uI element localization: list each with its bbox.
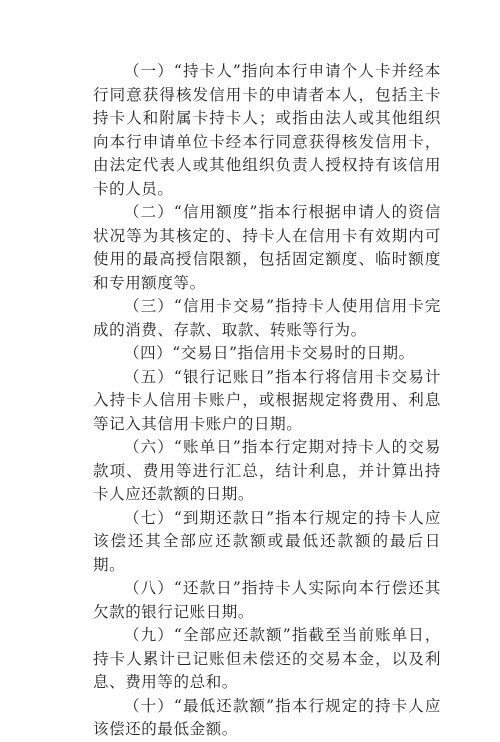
definition-paragraph-4: （四）“交易日”指信用卡交易时的日期。 (124, 344, 415, 362)
definition-paragraph-8: （八）“还款日”指持卡人实际向本行偿还其欠款的银行记账日期。 (93, 579, 441, 621)
definition-paragraph-5: （五）“银行记账日”指本行将信用卡交易计入持卡人信用卡账户，或根据规定将费用、利息等记入其信用卡账户的日期。 (93, 367, 441, 433)
definition-paragraph-6: （六）“账单日”指本行定期对持卡人的交易款项、费用等进行汇总，结计利息，并计算出持卡人应还款额的日期。 (93, 438, 441, 503)
definition-paragraph-10: （十）“最低还款额”指本行规定的持卡人应该偿还的最低金额。 (93, 696, 441, 738)
document-body (93, 60, 441, 742)
definition-paragraph-1: （一）“持卡人”指向本行申请个人卡并经本行同意获得核发信用卡的申请者本人，包括主卡持卡人和附属卡持卡人；或指由法人或其他组织向本行申请单位卡经本行同意获得核发信用卡，由法定代表人或其他组织负责人授权持有该信用卡的人员。 (93, 62, 441, 198)
definition-paragraph-3: （三）“信用卡交易”指持卡人使用信用卡完成的消费、存款、取款、转账等行为。 (93, 297, 441, 339)
definition-paragraph-7: （七）“到期还款日”指本行规定的持卡人应该偿还其全部应还款额或最低还款额的最后日期。 (93, 508, 441, 574)
definition-paragraph-9: （九）“全部应还款额”指截至当前账单日，持卡人累计已记账但未偿还的交易本金，以及利息、费用等的总和。 (93, 626, 441, 691)
definition-paragraph-2: （二）“信用额度”指本行根据申请人的资信状况等为其核定的、持卡人在信用卡有效期内可使用的最高授信限额，包括固定额度、临时额度和专用额度等。 (93, 203, 441, 292)
